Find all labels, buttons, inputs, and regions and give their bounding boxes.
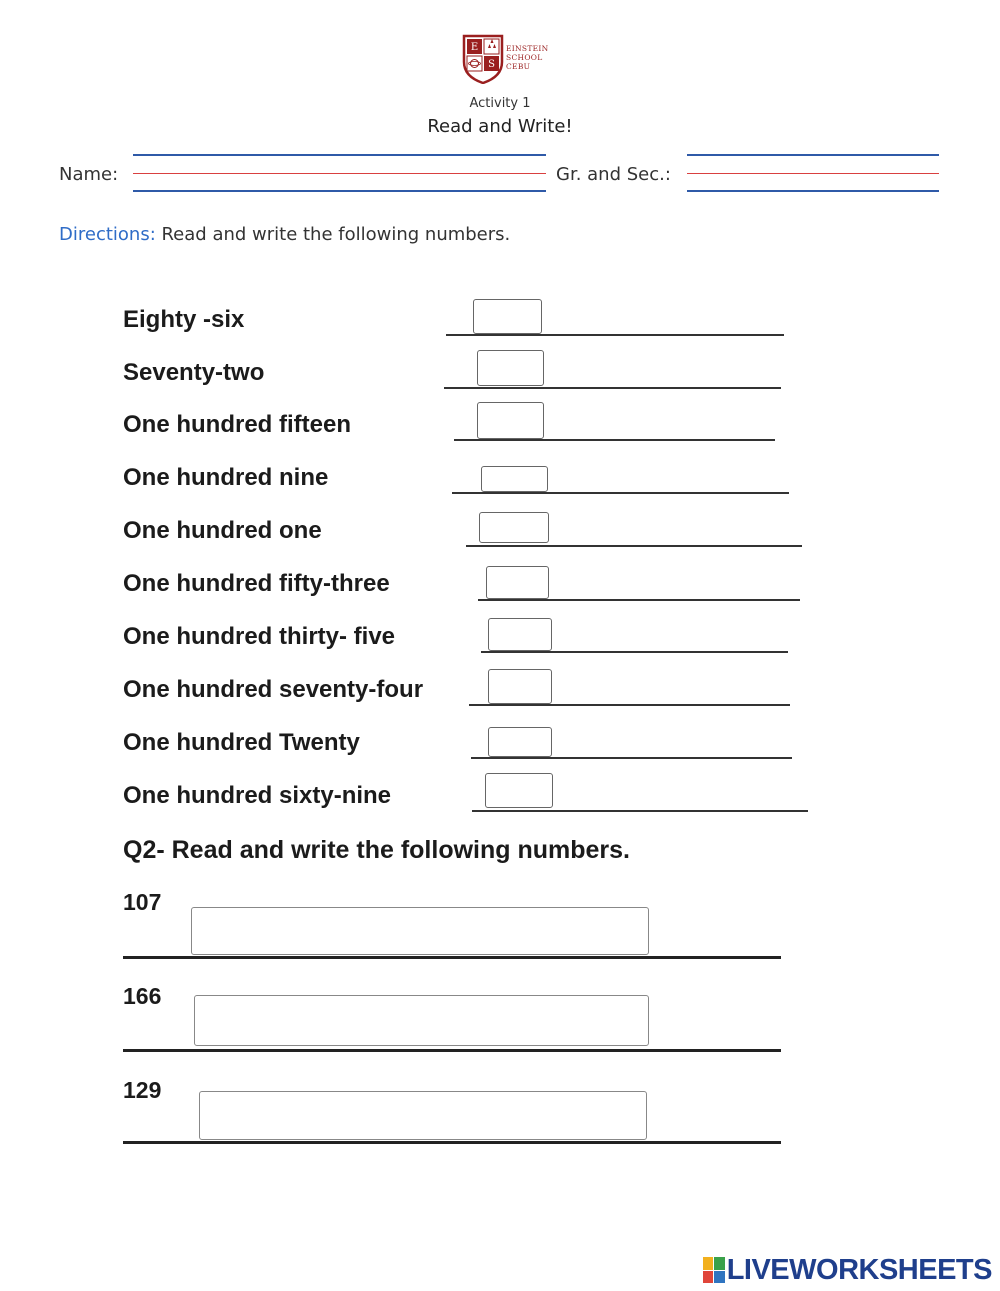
answer-box[interactable] bbox=[477, 350, 544, 386]
name-line-bottom bbox=[133, 190, 546, 192]
directions bbox=[59, 224, 510, 245]
grade-section-input[interactable] bbox=[692, 157, 936, 187]
answer-line bbox=[446, 334, 784, 336]
directions-text: Read and write the following numbers. bbox=[155, 224, 511, 245]
answer-line bbox=[454, 439, 775, 441]
answer-box[interactable] bbox=[477, 402, 544, 439]
section-line-bottom bbox=[687, 190, 939, 192]
answer-line bbox=[466, 545, 802, 547]
name-input[interactable] bbox=[138, 157, 543, 187]
item-word: One hundred fifteen bbox=[123, 411, 351, 438]
school-logo bbox=[462, 34, 558, 88]
shield-icon bbox=[462, 34, 504, 84]
liveworksheets-logo bbox=[703, 1253, 992, 1287]
answer-line bbox=[472, 810, 808, 812]
item-word: One hundred sixty-nine bbox=[123, 782, 392, 809]
item-word: Eighty -six bbox=[123, 306, 245, 333]
item-word: One hundred seventy-four bbox=[123, 676, 424, 703]
item-word: One hundred Twenty bbox=[123, 729, 360, 756]
q2-answer-box[interactable] bbox=[191, 907, 649, 955]
answer-line bbox=[444, 387, 781, 389]
logo-text: EINSTEIN SCHOOL CEBU bbox=[506, 44, 549, 71]
page-title: Read and Write! bbox=[427, 116, 573, 137]
q2-number: 107 bbox=[123, 889, 162, 915]
q2-answer-line bbox=[123, 1141, 781, 1144]
answer-box[interactable] bbox=[488, 727, 552, 757]
item-word: One hundred thirty- five bbox=[123, 623, 396, 650]
grade-section-label: Gr. and Sec.: bbox=[556, 164, 671, 185]
activity-label: Activity 1 bbox=[469, 96, 531, 111]
q2-number: 129 bbox=[123, 1077, 162, 1103]
name-label: Name: bbox=[59, 164, 119, 185]
q2-answer-box[interactable] bbox=[194, 995, 649, 1046]
liveworksheets-icon bbox=[703, 1257, 725, 1283]
answer-box[interactable] bbox=[481, 466, 548, 492]
answer-line bbox=[452, 492, 789, 494]
answer-line bbox=[469, 704, 790, 706]
item-word: One hundred one bbox=[123, 517, 322, 544]
answer-box[interactable] bbox=[479, 512, 549, 543]
answer-box[interactable] bbox=[486, 566, 549, 599]
item-word: One hundred nine bbox=[123, 464, 329, 491]
answer-line bbox=[471, 757, 792, 759]
q2-answer-line bbox=[123, 1049, 781, 1052]
liveworksheets-brand: LIVEWORKSHEETS bbox=[726, 1253, 992, 1286]
q2-heading: Q2- Read and write the following numbers. bbox=[123, 836, 630, 864]
answer-line bbox=[481, 651, 788, 653]
answer-line bbox=[478, 599, 800, 601]
logo-letter-s: S bbox=[488, 59, 495, 70]
answer-box[interactable] bbox=[473, 299, 542, 334]
answer-box[interactable] bbox=[488, 618, 552, 651]
logo-letter-e: E bbox=[470, 42, 479, 53]
q2-answer-line bbox=[123, 956, 781, 959]
item-word: Seventy-two bbox=[123, 359, 265, 386]
section-line-top bbox=[687, 154, 939, 156]
q2-number: 166 bbox=[123, 983, 162, 1009]
directions-label: Directions: bbox=[59, 224, 156, 245]
item-word: One hundred fifty-three bbox=[123, 570, 390, 597]
name-line-top bbox=[133, 154, 546, 156]
answer-box[interactable] bbox=[488, 669, 552, 704]
q2-answer-box[interactable] bbox=[199, 1091, 647, 1140]
answer-box[interactable] bbox=[485, 773, 553, 808]
